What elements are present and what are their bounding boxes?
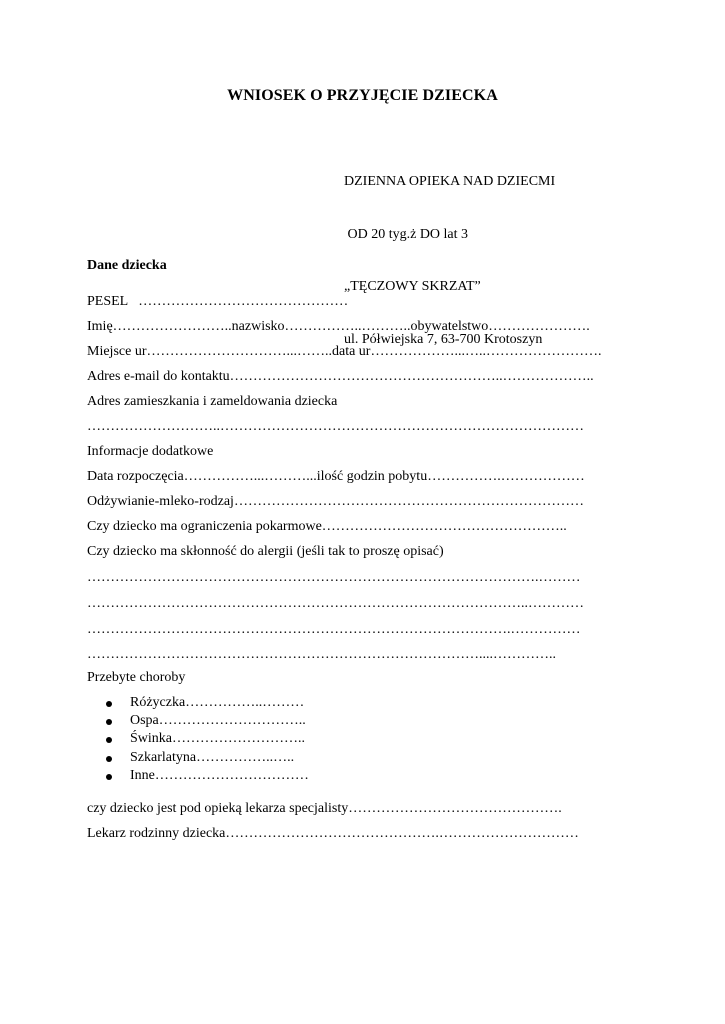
specialist-care-field[interactable]: czy dziecko jest pod opieką lekarza specjalisty………………………………………. xyxy=(87,801,562,816)
disease-item-mumps[interactable]: Świnka……………………….. xyxy=(87,730,309,748)
section-heading-child-data: Dane dziecka xyxy=(87,258,167,273)
allergy-description-line-1[interactable]: …………………………………………………………………………………….……… xyxy=(87,570,581,585)
residence-address-label: Adres zamieszkania i zameldowania dziecka xyxy=(87,394,338,409)
bullet-icon xyxy=(106,756,112,762)
address-line-3: „TĘCZOWY SKRZAT” xyxy=(344,279,481,294)
disease-item-chickenpox[interactable]: Ospa………………………….. xyxy=(87,712,309,730)
pesel-field[interactable]: PESEL ……………………………………… xyxy=(87,294,349,309)
address-line-2: OD 20 tyg.ż DO lat 3 xyxy=(344,226,469,242)
birthplace-birthdate-field[interactable]: Miejsce ur…………………………...……..data ur………………...…..……………………. xyxy=(87,344,602,359)
disease-item-other[interactable]: Inne…………………………… xyxy=(87,767,309,785)
additional-info-label: Informacje dodatkowe xyxy=(87,444,214,459)
allergy-description-line-3[interactable]: ……………………………………………………………………………….…………… xyxy=(87,622,581,637)
disease-item-rubella[interactable]: Różyczka……………..……… xyxy=(87,694,309,712)
allergy-description-line-2[interactable]: …………………………………………………………………………………..………… xyxy=(87,596,584,611)
past-diseases-list xyxy=(87,694,309,785)
food-restrictions-field[interactable]: Czy dziecko ma ograniczenia pokarmowe…………………………………………….. xyxy=(87,519,567,534)
past-diseases-label: Przebyte choroby xyxy=(87,670,186,685)
bullet-icon xyxy=(106,719,112,725)
allergy-question-label: Czy dziecko ma skłonność do alergii (jeśli tak to proszę opisać) xyxy=(87,544,444,559)
form-title: WNIOSEK O PRZYJĘCIE DZIECKA xyxy=(227,87,498,104)
bullet-icon xyxy=(106,737,112,743)
email-field[interactable]: Adres e-mail do kontaktu…………………………………………………..……………….. xyxy=(87,369,594,384)
bullet-icon xyxy=(106,774,112,780)
bullet-icon xyxy=(106,701,112,707)
nutrition-milk-type-field[interactable]: Odżywianie-mleko-rodzaj………………………………………………………………… xyxy=(87,494,584,509)
disease-item-scarlet-fever[interactable]: Szkarlatyna……………..….. xyxy=(87,749,309,767)
address-line-4: ul. Półwiejska 7, 63-700 Krotoszyn xyxy=(344,331,543,347)
allergy-description-line-4[interactable]: …………………………………………………………………………....………….. xyxy=(87,647,556,662)
start-date-hours-field[interactable]: Data rozpoczęcia……………...………...ilość godzin pobytu…………….……………… xyxy=(87,469,585,484)
address-line-1: DZIENNA OPIEKA NAD DZIECMI xyxy=(344,174,556,189)
family-doctor-field[interactable]: Lekarz rodzinny dziecka……………………………………….………………………… xyxy=(87,826,579,841)
residence-address-field[interactable]: ………………………..…………………………………………………………………… xyxy=(87,419,584,434)
name-surname-citizenship-field[interactable]: Imię……………………..nazwisko……………..………..obywatelstwo…………………. xyxy=(87,319,590,334)
